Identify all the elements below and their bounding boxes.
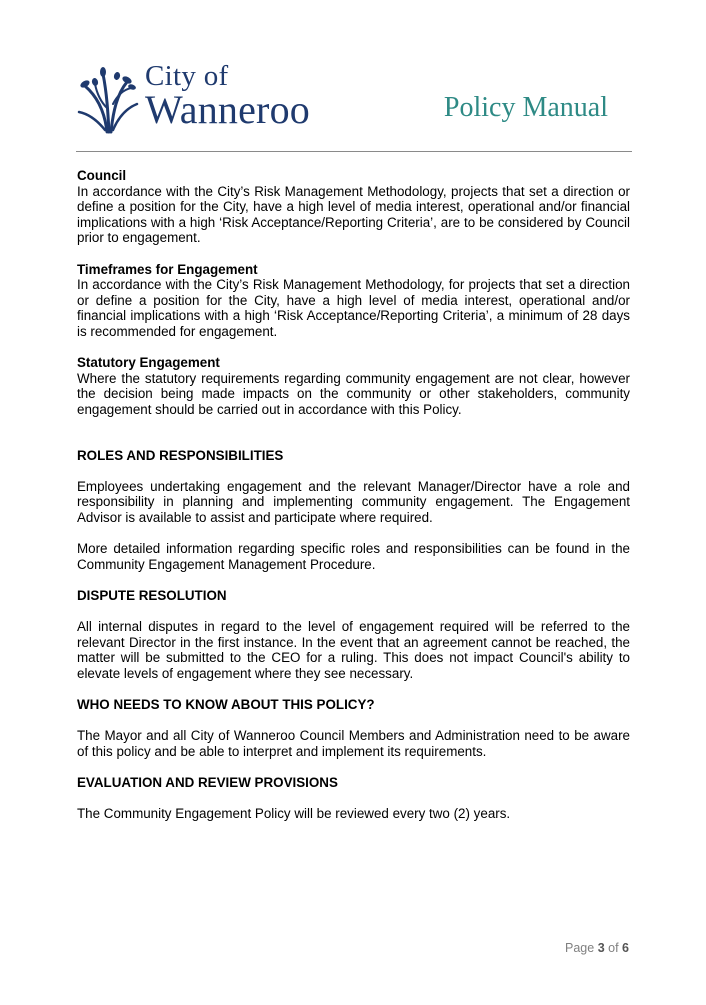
header-divider [76,151,632,152]
page-header [0,0,706,152]
who-paragraph: The Mayor and all City of Wanneroo Council Members and Administration need to be aware of this policy and be able to interpret and implement its requirements. [77,728,630,759]
statutory-heading: Statutory Engagement [77,355,220,371]
roles-heading: ROLES AND RESPONSIBILITIES [77,447,284,463]
timeframes-heading: Timeframes for Engagement [77,261,258,277]
wanneroo-emblem-icon [77,64,139,134]
dispute-paragraph: All internal disputes in regard to the level of engagement required will be referred to the relevant Director in the first instance. In the event that an agreement cannot be reached, the matter will be submitted to the CEO for a ruling. This does not impact Council's ability to elevate levels of engagement where they see necessary. [77,619,630,681]
page-word: Page [565,941,595,955]
logo-city-text: City of [145,60,229,92]
policy-manual-title: Policy Manual [443,92,608,123]
page-number [565,941,629,955]
timeframes-paragraph: In accordance with the City’s Risk Management Methodology, for projects that set a direction or define a position for the City, have a high level of media interest, operational and/or financial implications with a high ‘Risk Acceptance/Reporting Criteria’, a minimum of 28 days is recommended for engagement. [77,277,630,339]
document-body [77,168,630,822]
council-heading: Council [77,168,127,183]
roles-paragraph-1: Employees undertaking engagement and the relevant Manager/Director have a role and responsibility in planning and implementing community engagement. The Engagement Advisor is available to assist and participate where required. [77,478,630,525]
current-page: 3 [597,941,605,955]
council-paragraph: In accordance with the City’s Risk Management Methodology, projects that set a direction or define a position for the City, have a high level of media interest, operational and/or financial implications with a high ‘Risk Acceptance/Reporting Criteria’, are to be considered by Council prior to engagement. [77,183,630,246]
logo-name-text: Wanneroo [145,87,310,132]
evaluation-paragraph: The Community Engagement Policy will be reviewed every two (2) years. [77,806,511,822]
statutory-paragraph: Where the statutory requirements regarding community engagement are not clear, however the decision being made impacts on the community or other stakeholders, community engagement should be carried out in accordance with this Policy. [77,370,630,417]
evaluation-heading: EVALUATION AND REVIEW PROVISIONS [77,774,338,790]
dispute-heading: DISPUTE RESOLUTION [77,587,227,603]
city-of-wanneroo-logo [77,62,327,134]
who-heading: WHO NEEDS TO KNOW ABOUT THIS POLICY? [77,697,375,712]
roles-paragraph-2: More detailed information regarding specific roles and responsibilities can be found in the Community Engagement Management Procedure. [77,541,630,572]
of-word: of [608,941,619,955]
total-pages: 6 [622,941,629,955]
